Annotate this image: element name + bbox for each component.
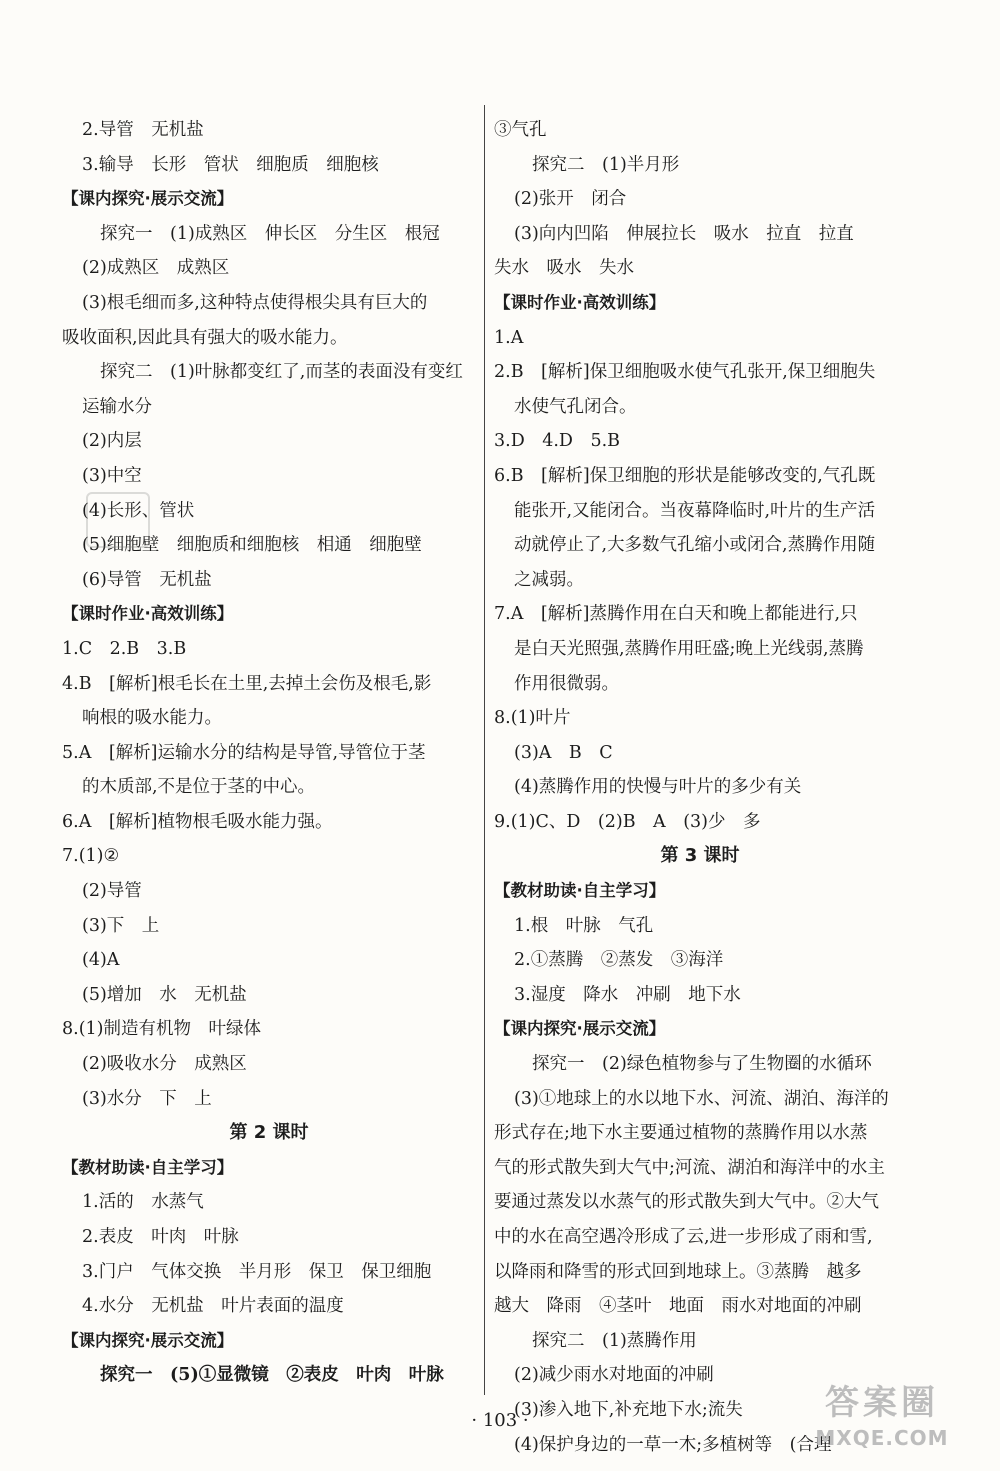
text-line: 以降雨和降雪的形式回到地球上。③蒸腾 越多 xyxy=(494,1261,862,1282)
text-line: 作用很微弱。 xyxy=(514,673,619,694)
text-line: 探究一 (1)成熟区 伸长区 分生区 根冠 xyxy=(100,223,440,244)
text-line: (4)长形、管状 xyxy=(82,500,195,521)
watermark-logo xyxy=(782,1381,982,1457)
text-line: (3)A B C xyxy=(514,742,613,763)
text-line: (6)导管 无机盐 xyxy=(82,569,212,590)
text-line: 动就停止了,大多数气孔缩小或闭合,蒸腾作用随 xyxy=(514,535,876,556)
text-line: (4)蒸腾作用的快慢与叶片的多少有关 xyxy=(514,777,802,798)
text-line: (2)成熟区 成熟区 xyxy=(82,258,230,279)
text-line: 7.(1)② xyxy=(62,846,120,867)
text-line: (4)A xyxy=(82,950,120,971)
text-line: (4)保护身边的一草一木;多植树等 (合理 xyxy=(514,1434,832,1455)
text-line: 形式存在;地下水主要通过植物的蒸腾作用以水蒸 xyxy=(494,1123,868,1144)
text-line: (2)内层 xyxy=(82,431,142,452)
text-line: (5)细胞壁 细胞质和细胞核 相通 细胞壁 xyxy=(82,535,422,556)
text-line: 5.A [解析]运输水分的结构是导管,导管位于茎 xyxy=(62,742,426,763)
text-line: 中的水在高空遇冷形成了云,进一步形成了雨和雪, xyxy=(494,1227,873,1247)
text-line: 3.湿度 降水 冲刷 地下水 xyxy=(514,984,741,1005)
text-line: (2)吸收水分 成熟区 xyxy=(82,1054,247,1075)
text-line: 能张开,又能闭合。当夜幕降临时,叶片的生产活 xyxy=(514,500,876,521)
text-line: 是白天光照强,蒸腾作用旺盛;晚上光线弱,蒸腾 xyxy=(514,638,864,659)
text-line: 探究二 (1)蒸腾作用 xyxy=(532,1330,697,1351)
text-line: 3.门户 气体交换 半月形 保卫 保卫细胞 xyxy=(82,1261,432,1282)
text-line: (3)中空 xyxy=(82,465,142,486)
text-line: (3)向内凹陷 伸展拉长 吸水 拉直 拉直 xyxy=(514,223,854,244)
watermark-text: 答案圈 xyxy=(825,1383,939,1423)
column-divider xyxy=(484,105,485,1395)
text-line: 【教材助读·自主学习】 xyxy=(494,881,666,901)
text-line: 【课时作业·高效训练】 xyxy=(62,604,234,624)
text-line: 9.(1)C、D (2)B A (3)少 多 xyxy=(494,811,761,832)
text-line: 2.B [解析]保卫细胞吸水使气孔张开,保卫细胞失 xyxy=(494,362,876,383)
text-line: 探究一 (5)①显微镜 ②表皮 叶肉 叶脉 xyxy=(100,1365,444,1386)
text-line: (3)渗入地下,补充地下水;流失 xyxy=(514,1399,743,1420)
text-line: 第 2 课时 xyxy=(229,1122,309,1144)
text-line: 运输水分 xyxy=(82,396,152,417)
text-line: 【课时作业·高效训练】 xyxy=(494,292,666,312)
text-line: 8.(1)制造有机物 叶绿体 xyxy=(62,1019,261,1040)
text-line: 3.输导 长形 管状 细胞质 细胞核 xyxy=(82,154,379,175)
text-line: 之减弱。 xyxy=(514,569,584,590)
right-column xyxy=(494,113,906,1462)
text-line: 7.A [解析]蒸腾作用在白天和晚上都能进行,只 xyxy=(494,604,858,625)
text-line: 4.水分 无机盐 叶片表面的温度 xyxy=(82,1296,344,1317)
text-line: 【课内探究·展示交流】 xyxy=(62,189,234,209)
text-line: 吸收面积,因此具有强大的吸水能力。 xyxy=(62,327,348,348)
text-line: 6.A [解析]植物根毛吸水能力强。 xyxy=(62,811,333,832)
faint-stamp xyxy=(86,492,150,548)
text-line: (3)水分 下 上 xyxy=(82,1088,212,1109)
text-line: 水使气孔闭合。 xyxy=(514,396,637,417)
text-line: 第 3 课时 xyxy=(660,845,740,867)
text-line: (3)根毛细而多,这种特点使得根尖具有巨大的 xyxy=(82,292,428,313)
text-line: 越大 降雨 ④茎叶 地面 雨水对地面的冲刷 xyxy=(494,1296,862,1317)
text-line: 2.①蒸腾 ②蒸发 ③海洋 xyxy=(514,950,724,971)
left-column xyxy=(62,113,476,1393)
text-line: 4.B [解析]根毛长在土里,去掉土会伤及根毛,影 xyxy=(62,673,432,694)
text-line: 探究二 (1)半月形 xyxy=(532,154,680,175)
text-line: 探究二 (1)叶脉都变红了,而茎的表面没有变红 xyxy=(100,362,463,383)
text-line: 【课内探究·展示交流】 xyxy=(62,1330,234,1350)
text-line: 的木质部,不是位于茎的中心。 xyxy=(82,777,316,798)
text-line: (2)张开 闭合 xyxy=(514,189,627,210)
text-line: 3.D 4.D 5.B xyxy=(494,431,621,452)
text-line: (5)增加 水 无机盐 xyxy=(82,984,247,1005)
text-line: 响根的吸水能力。 xyxy=(82,708,222,729)
page-number: · 103 · xyxy=(471,1410,529,1431)
text-line: (2)导管 xyxy=(82,881,142,902)
text-line: 1.活的 水蒸气 xyxy=(82,1192,204,1213)
text-line: 1.根 叶脉 气孔 xyxy=(514,915,654,936)
text-line: 1.A xyxy=(494,327,524,348)
text-line: 要通过蒸发以水蒸气的形式散失到大气中。②大气 xyxy=(494,1192,879,1213)
text-line: 气的形式散失到大气中;河流、湖泊和海洋中的水主 xyxy=(494,1157,885,1178)
text-line: ③气孔 xyxy=(494,120,547,140)
text-line: (2)减少雨水对地面的冲刷 xyxy=(514,1365,714,1386)
text-line: 2.表皮 叶肉 叶脉 xyxy=(82,1227,239,1247)
watermark-url: MXQE.COM xyxy=(815,1426,949,1450)
text-line: 8.(1)叶片 xyxy=(494,708,571,729)
text-line: 探究一 (2)绿色植物参与了生物圈的水循环 xyxy=(532,1054,872,1075)
text-line: 6.B [解析]保卫细胞的形状是能够改变的,气孔既 xyxy=(494,465,876,486)
text-line: (3)下 上 xyxy=(82,915,160,936)
text-line: 失水 吸水 失水 xyxy=(494,258,634,279)
text-line: 1.C 2.B 3.B xyxy=(62,638,187,659)
text-line: 【课内探究·展示交流】 xyxy=(494,1019,666,1039)
text-line: 2.导管 无机盐 xyxy=(82,120,204,140)
text-line: (3)①地球上的水以地下水、河流、湖泊、海洋的 xyxy=(514,1088,889,1109)
text-line: 【教材助读·自主学习】 xyxy=(62,1157,234,1177)
